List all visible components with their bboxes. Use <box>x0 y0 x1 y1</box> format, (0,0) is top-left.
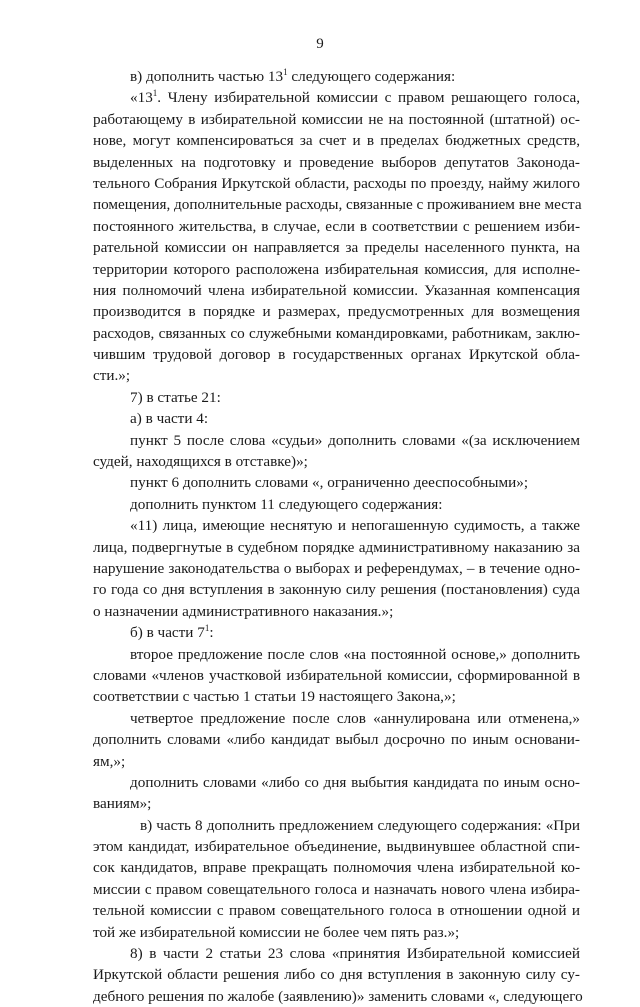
text-line: той же избирательной комиссии не более чем пять раз.»; <box>93 923 460 941</box>
text-line: тельного Собрания Иркутской области, расходы по проезду, найму жилого <box>93 174 580 192</box>
text-line: дополнить словами «либо кандидат выбыл досрочно по иным основани- <box>93 731 580 749</box>
text-line: словами «членов участковой избирательной комиссии, сформированной в <box>93 666 580 684</box>
text-fragment: следующего содержания: <box>287 68 456 85</box>
text-line: дополнить пунктом 11 следующего содержания: <box>130 495 443 513</box>
text-line: нарушение законодательства о выборах и референдумах, – в течение одно- <box>93 559 580 577</box>
text-line: соответствии с частью 1 статьи 19 настоящего Закона,»; <box>93 688 456 706</box>
text-fragment: в) дополнить частью 13 <box>130 68 284 85</box>
text-line: тельной комиссии с правом совещательного голоса в отношении одной и <box>93 902 580 920</box>
text-line: расходов, связанных со служебными командировками, работникам, заклю- <box>93 324 580 342</box>
text-line: пункт 6 дополнить словами «, ограниченно дееспособными»; <box>130 474 529 492</box>
text-line: работающему в избирательной комиссии не на постоянной (штатной) ос- <box>93 110 580 128</box>
document-body <box>93 66 583 1007</box>
text-line: а) в части 4: <box>130 410 209 428</box>
text-line <box>93 87 580 108</box>
text-line: сок кандидатов, вправе прекращать полномочия члена избирательной ко- <box>93 859 580 877</box>
text-line: чившим трудовой договор в государственных органах Иркутской обла- <box>93 346 580 364</box>
text-line: рательной комиссии он направляется за пределы населенного пункта, на <box>93 239 580 257</box>
text-line: 7) в статье 21: <box>130 388 221 406</box>
text-line: судей, находящихся в отставке)»; <box>93 453 308 471</box>
text-line: второе предложение после слов «на постоянной основе,» дополнить <box>130 645 580 663</box>
text-line: миссии с правом совещательного голоса и назначать нового члена избира- <box>93 880 580 898</box>
text-line: производится в порядке и размерах, предусмотренных для возмещения <box>93 303 580 321</box>
text-fragment: б) в части 7 <box>130 624 205 642</box>
text-line: ям,»; <box>93 752 126 770</box>
text-line: помещения, дополнительные расходы, связанные с проживанием вне места <box>93 196 582 214</box>
text-line: лица, подвергнутые в судебном порядке административному наказанию за <box>93 538 580 556</box>
text-line: постоянного жительства, в случае, если в соответствии с решением изби- <box>93 217 580 235</box>
text-line: нове, могут компенсироваться за счет и в пределах бюджетных средств, <box>93 132 580 150</box>
text-line <box>93 66 580 87</box>
text-line: Иркутской области решения либо со дня вступления в законную силу су- <box>93 966 580 984</box>
text-line: «11) лица, имеющие неснятую и непогашенную судимость, а также <box>130 517 580 535</box>
text-line: дебного решения по жалобе (заявлению)» заменить словами «, следующего <box>93 987 583 1005</box>
text-fragment: «13 <box>130 89 153 107</box>
page-number: 9 <box>316 36 324 52</box>
text-line: дополнить словами «либо со дня выбытия кандидата по иным осно- <box>130 773 580 791</box>
text-line: этом кандидат, избирательное объединение, выдвинувшее областной спи- <box>93 838 580 856</box>
text-line: го года со дня вступления в законную силу решения (постановления) суда <box>93 581 580 599</box>
superscript: 1 <box>204 623 210 634</box>
text-line: четвертое предложение после слов «аннулирована или отменена,» <box>130 709 580 727</box>
superscript: 1 <box>283 67 288 77</box>
text-line: территории которого расположена избирательная комиссия, для исполне- <box>93 260 580 278</box>
text-line: сти.»; <box>93 367 131 385</box>
text-line: 8) в части 2 статьи 23 слова «принятия Избирательной комиссией <box>130 945 580 963</box>
text-line <box>93 622 580 643</box>
text-fragment: . Члену избирательной комиссии с правом решающего голоса, <box>157 89 580 107</box>
text-line: ваниям»; <box>93 795 152 813</box>
text-line: в) часть 8 дополнить предложением следующего содержания: «При <box>140 816 580 834</box>
text-line: о назначении административного наказания.»; <box>93 602 394 620</box>
text-fragment: : <box>209 624 214 642</box>
text-line: пункт 5 после слова «судьи» дополнить словами «(за исключением <box>130 431 580 449</box>
text-line: ния полномочий члена избирательной комиссии. Указанная компенсация <box>93 281 580 299</box>
superscript: 1 <box>152 88 158 99</box>
text-line: выделенных на подготовку и проведение выборов депутатов Законода- <box>93 153 580 171</box>
